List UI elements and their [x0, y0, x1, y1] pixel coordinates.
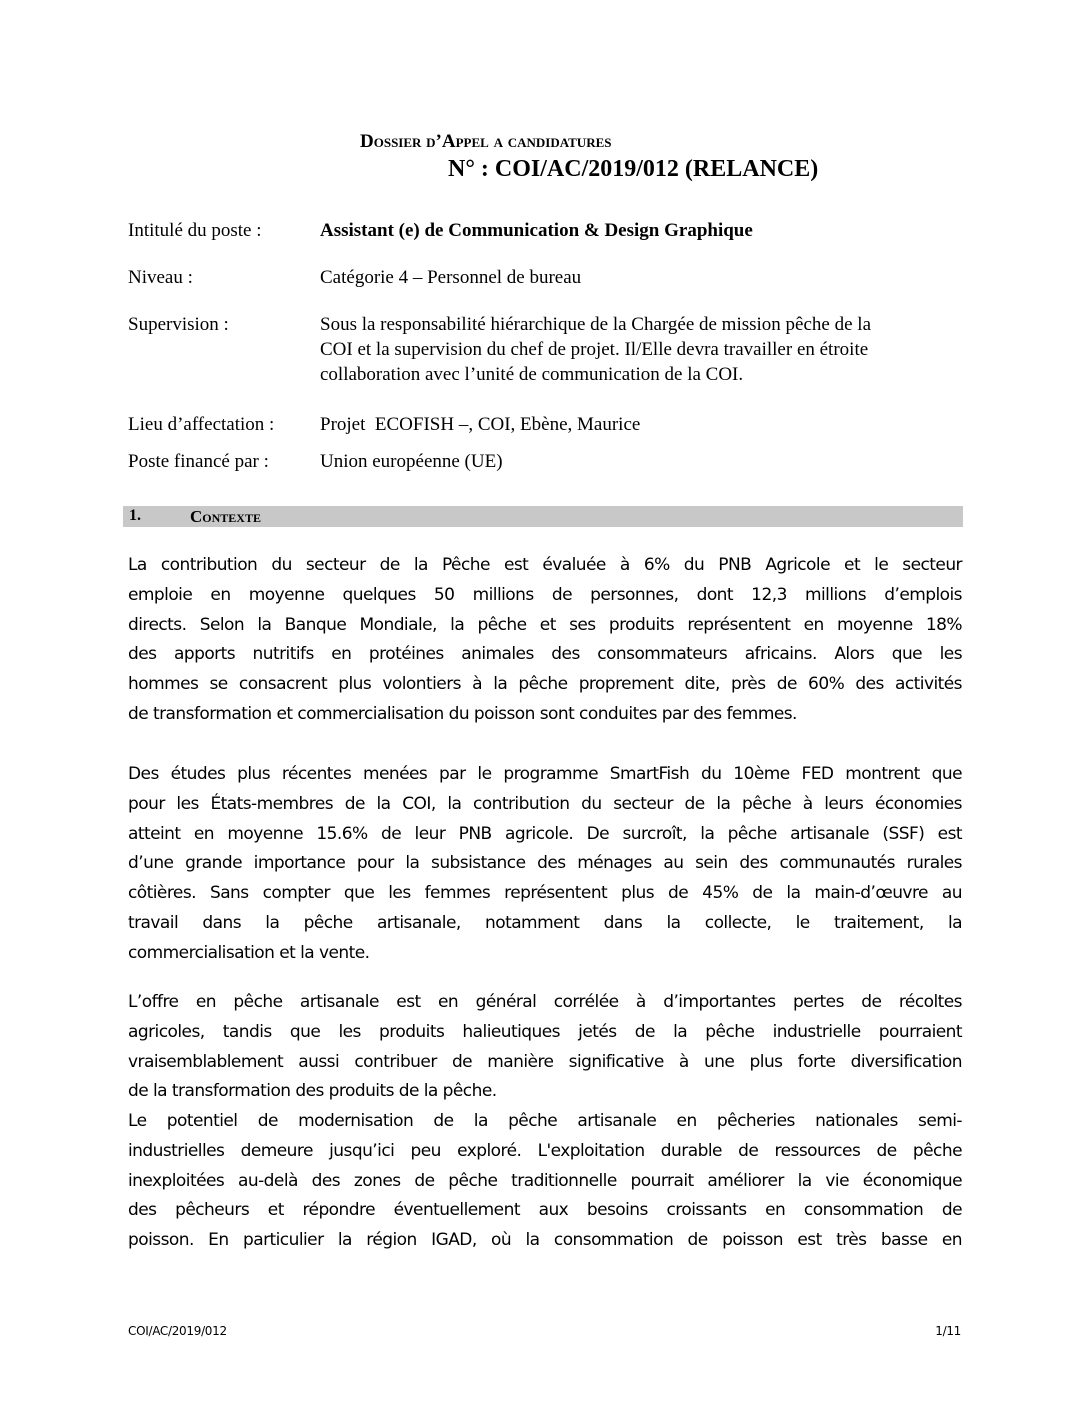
text-line: L’offre en pêche artisanale est en général corrélée à d’importantes pertes de récoltes [128, 992, 962, 1012]
info-value: Assistant (e) de Communication & Design Graphique [320, 220, 753, 241]
document-reference-number: N° : COI/AC/2019/012 (RELANCE) [448, 156, 819, 182]
text-line: inexploitées au-delà des zones de pêche traditionnelle pourrait améliorer la vie économique [128, 1170, 962, 1191]
document-title: Dossier d’Appel a candidatures [360, 131, 612, 152]
text-line: vraisemblablement aussi contribuer de manière significative à une plus forte diversification [128, 1051, 962, 1072]
info-value: Projet ECOFISH –, COI, Ebène, Maurice [320, 414, 641, 435]
section-number: 1. [129, 507, 141, 524]
info-value: Union européenne (UE) [320, 451, 503, 472]
text-line: emploie en moyenne quelques 50 millions de personnes, dont 12,3 millions d’emplois [128, 584, 962, 605]
text-line: agricoles, tandis que les produits halieutiques jetés de la pêche industrielle pourraient [128, 1021, 962, 1042]
footer-reference: COI/AC/2019/012 [128, 1324, 227, 1338]
info-value-line: Sous la responsabilité hiérarchique de la Chargée de mission pêche de la [320, 314, 871, 335]
text-line: hommes se consacrent plus volontiers à la pêche proprement dite, près de 60% des activités [128, 674, 962, 695]
text-line: des apports nutritifs en protéines animales des consommateurs africains. Alors que les [128, 644, 962, 665]
text-line: de transformation et commercialisation du poisson sont conduites par des femmes. [128, 703, 797, 724]
paragraph-3 [128, 988, 962, 1107]
info-value [320, 312, 970, 387]
text-line: directs. Selon la Banque Mondiale, la pêche et ses produits représentent en moyenne 18% [128, 614, 962, 635]
text-line: commercialisation et la vente. [128, 942, 370, 963]
text-line: Des études plus récentes menées par le programme SmartFish du 10ème FED montrent que [128, 764, 962, 784]
text-line: d’une grande importance pour la subsistance des ménages au sein des communautés rurales [128, 853, 962, 874]
info-value-line: COI et la supervision du chef de projet. Il/Elle devra travailler en étroite [320, 339, 869, 360]
text-line: pour les États-membres de la COI, la contribution du secteur de la pêche à leurs économies [128, 793, 962, 814]
section-heading-context [123, 506, 963, 527]
info-label: Supervision : [128, 314, 229, 335]
text-line: des pêcheurs et répondre éventuellement aux besoins croissants en consommation de [128, 1200, 962, 1221]
text-line: Le potentiel de modernisation de la pêche artisanale en pêcheries nationales semi- [128, 1111, 962, 1131]
paragraph-4 [128, 1107, 962, 1256]
text-line: côtières. Sans compter que les femmes représentent plus de 45% de la main-d’œuvre au [128, 883, 962, 904]
info-label: Lieu d’affectation : [128, 414, 275, 435]
text-line: La contribution du secteur de la Pêche est évaluée à 6% du PNB Agricole et le secteur [128, 555, 962, 575]
info-value-line: collaboration avec l’unité de communication de la COI. [320, 364, 744, 385]
info-label: Niveau : [128, 267, 193, 288]
text-line: industrielles demeure jusqu’ici peu exploré. L'exploitation durable de ressources de pêche [128, 1140, 962, 1161]
info-label: Poste financé par : [128, 451, 269, 472]
section-title: Contexte [190, 507, 261, 526]
info-label: Intitulé du poste : [128, 220, 262, 241]
paragraph-1 [128, 551, 962, 730]
paragraph-2 [128, 760, 962, 969]
info-value: Catégorie 4 – Personnel de bureau [320, 267, 582, 288]
text-line: atteint en moyenne 15.6% de leur PNB agricole. De surcroît, la pêche artisanale (SSF) est [128, 823, 962, 844]
text-line: poisson. En particulier la région IGAD, où la consommation de poisson est très basse en [128, 1230, 962, 1251]
footer-page-number: 1/11 [935, 1324, 961, 1338]
text-line: de la transformation des produits de la pêche. [128, 1081, 497, 1102]
text-line: travail dans la pêche artisanale, notamment dans la collecte, le traitement, la [128, 912, 962, 933]
